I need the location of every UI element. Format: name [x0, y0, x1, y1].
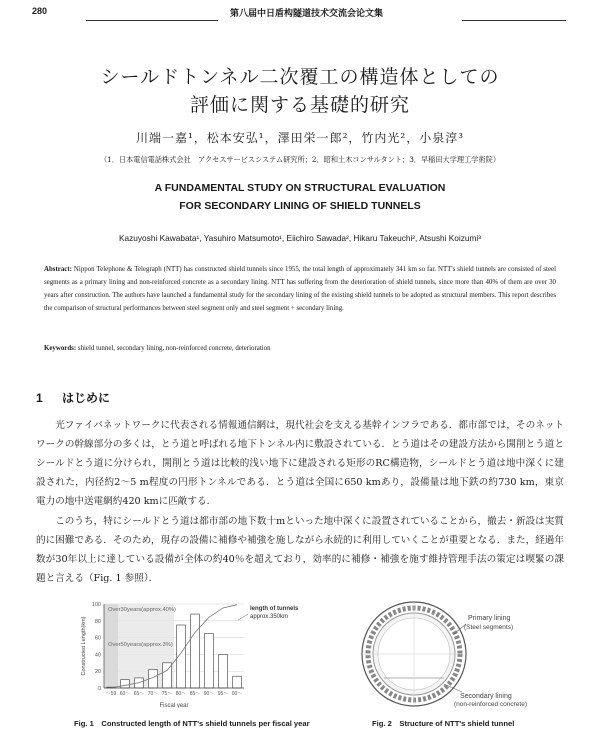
annotation-over-50-years: Over50years(approx.3%)	[108, 642, 173, 648]
y-tick-label: 40	[94, 652, 101, 659]
section-title: はじめに	[62, 391, 111, 405]
x-tick-label: 00～	[231, 691, 243, 697]
x-axis-label: Fiscal year	[159, 703, 189, 708]
english-authors: Kazuyoshi Kawabata¹, Yasuhiro Matsumoto¹, Eiichiro Sawada², Hikaru Takeuchi², Atsushi Koizumi³	[119, 233, 481, 243]
japanese-authors: 川端一嘉¹，松本安弘¹，澤田栄一郎²，竹内光²，小泉淳³	[135, 131, 465, 145]
label-primary-lining: Primary lining	[468, 615, 511, 622]
running-header	[32, 6, 568, 22]
english-title-line1: A FUNDAMENTAL STUDY ON STRUCTURAL EVALUATION	[154, 182, 446, 194]
section-number: 1	[36, 391, 43, 405]
x-tick-label: 75～	[161, 691, 173, 697]
bar	[121, 680, 130, 688]
japanese-title-line2: 評価に関する基礎的研究	[189, 94, 410, 116]
label-primary-lining-sub: (Steel segments)	[464, 624, 514, 631]
annotation-total-length: approx.350km	[250, 614, 289, 620]
tunnel-cross-section	[362, 602, 466, 706]
y-tick-label: 100	[91, 602, 101, 608]
figure-2-caption: Fig. 2 Structure of NTT's shield tunnel	[372, 719, 515, 728]
annotation-over-30-years: Over30years(approx.40%)	[108, 607, 176, 613]
x-tick-label: 85～	[189, 691, 201, 697]
annotation-length-of-tunnels: length of tunnels	[250, 606, 299, 612]
x-tick-label: 95～	[217, 691, 229, 697]
abstract-text: Nippon Telephone & Telegraph (NTT) has constructed shield tunnels since 1955, the total length of approximately 341 km so far. NTT's shield tunnels are consisted of steel segments as a primary lining and non-reinforced concrete as a secondary lining. NTT has suffering from the deterioration of shield tunnels, since more than 40% of them are over 30 years after construction. The authors have launched a fundamental study for the secondary lining of the existing shield tunnels to be adopted as structural members. This report describes the comparison of structural performances between steel segment only and steel segment + secondary lining.	[44, 266, 556, 312]
x-tick-label: 80～	[175, 691, 187, 697]
paragraph-text: 光ファイバネットワークに代表される情報通信網は，現代社会を支える基幹インフラである．都市部では，そのネットワークの幹線部分の多くは，とう道と呼ばれる地下トンネル内に敷設されている．とう道はその建設方法から開削とう道とシールドとう道に分けられ，開削とう道は比較的浅い地下に建設される矩形のRC構造物，シールドとう道は地中深くに建設された，内径約2～5 m程度の円形トンネルである．とう道は全国に650 kmあり，設備量は地下鉄の約730 km，東京電力の地中送電網約420 kmに匹敵する．	[36, 420, 564, 508]
y-axis-label: Constructed Length(km)	[81, 616, 87, 676]
y-tick-label: 80	[94, 618, 101, 625]
keywords-label: Keywords:	[44, 345, 77, 352]
keywords	[44, 345, 556, 352]
x-tick-label: 65～	[133, 691, 145, 697]
abstract	[44, 264, 556, 316]
x-tick-label: 90～	[203, 691, 215, 697]
body-paragraph-1	[36, 416, 564, 511]
x-tick-label: 70～	[147, 691, 159, 697]
paragraph-text: このうち，特にシールドとう道は都市部の地下数十mといった地中深くに設置されていることから，撤去・新設は実質的に困難である．そのため，現存の設備に補修や補強を施しながら永続的に利用していくことが重要となる．また，経過年数が30年以上に達している設備が全体の約40％を超えており，効率的に補修・補強を施す維持管理手法の策定は喫緊の課題と言える（Fig. 1 参照）．	[36, 516, 564, 585]
x-tick-label: ～59	[105, 691, 117, 697]
bar	[219, 654, 228, 688]
japanese-title-line1: シールドトンネル二次覆工の構造体としての	[100, 66, 500, 88]
x-tick-label: 60～	[119, 691, 131, 697]
bar	[205, 633, 214, 688]
header-rule-left	[86, 20, 218, 21]
bar	[191, 614, 200, 688]
label-secondary-lining: Secondary lining	[460, 693, 512, 700]
figure-1-bar-chart	[76, 600, 322, 708]
figure-1-caption: Fig. 1 Constructed length of NTT's shield tunnels per fiscal year	[74, 719, 310, 728]
conference-title: 第八届中日盾构隧道技术交流会论文集	[230, 9, 384, 19]
header-rule-right	[462, 20, 566, 21]
bar	[233, 676, 242, 688]
body-paragraph-2	[36, 512, 564, 588]
label-secondary-lining-sub: (non-reinforced concrete)	[454, 701, 527, 708]
keywords-text: shield tunnel, secondary lining, non-reinforced concrete, deterioration	[77, 345, 271, 352]
english-title-line2: FOR SECONDARY LINING OF SHIELD TUNNELS	[179, 200, 421, 212]
annotation-leader	[238, 614, 248, 620]
abstract-label: Abstract:	[44, 266, 72, 273]
page-number: 280	[32, 6, 48, 16]
section-heading	[36, 389, 110, 406]
japanese-affiliations: （1．日本電信電話株式会社 アクセスサービスシステム研究所；2．昭和土木コンサルタント；3．早稲田大学理工学術院）	[99, 155, 501, 164]
y-tick-label: 0	[97, 686, 101, 692]
figure-2-tunnel-diagram	[350, 596, 560, 708]
y-tick-label: 60	[94, 635, 101, 642]
y-tick-label: 20	[94, 669, 101, 676]
